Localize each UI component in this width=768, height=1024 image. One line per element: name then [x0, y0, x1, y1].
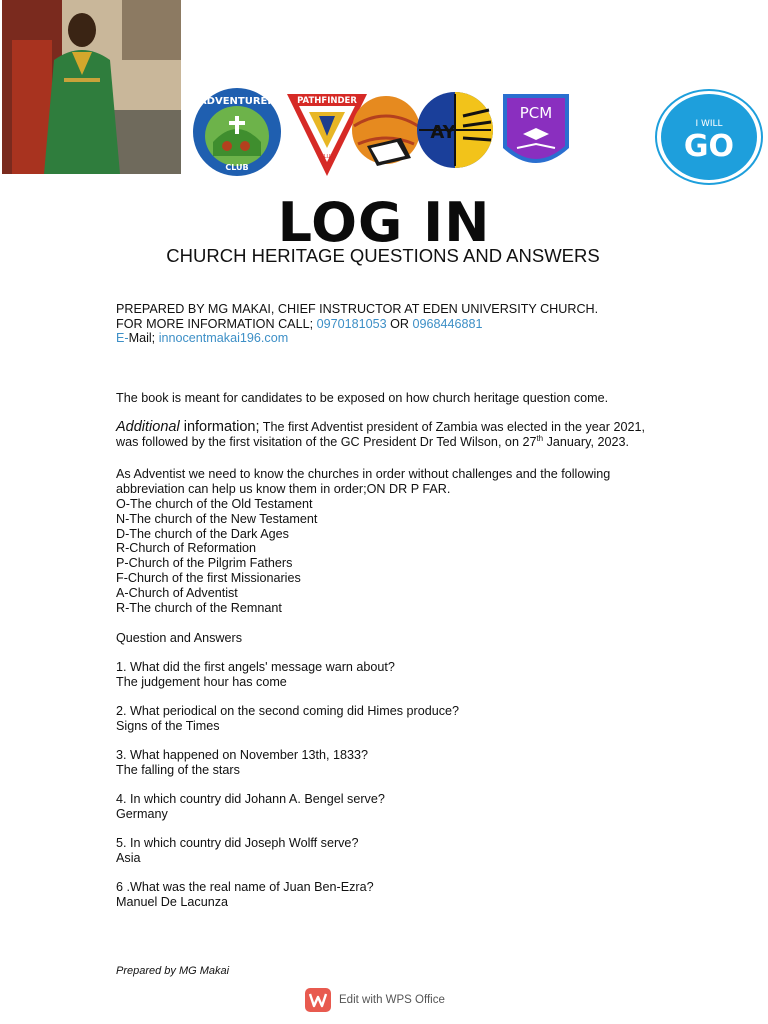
- list-item: R-The church of the Remnant: [116, 600, 282, 615]
- question-text: 6 .What was the real name of Juan Ben-Ezra?: [116, 880, 374, 894]
- question-text: 4. In which country did Johann A. Bengel serve?: [116, 792, 385, 806]
- additional-text-b: January, 2023.: [543, 434, 630, 449]
- additional-text-a: The first Adventist president of Zambia was elected in the year 2021, was followed by the first visitation of the GC President Dr Ted Wilson, on 27: [116, 420, 645, 449]
- list-item: P-Church of the Pilgrim Fathers: [116, 556, 293, 571]
- ay-emblem: [417, 92, 493, 168]
- answer-text: The falling of the stars: [116, 762, 240, 777]
- globe-book-emblem: [352, 96, 420, 166]
- question-text: 3. What happened on November 13th, 1833?: [116, 748, 369, 762]
- list-item: R-Church of Reformation: [116, 541, 256, 556]
- pcm-emblem: [503, 94, 569, 163]
- additional-label-italic: Additional: [116, 419, 180, 435]
- qa-item: [116, 880, 374, 910]
- question-text: 5. In which country did Joseph Wolff serve?: [116, 836, 359, 850]
- abbreviation-intro: [116, 467, 656, 497]
- answer-text: Asia: [116, 850, 141, 865]
- wps-office-icon: [305, 988, 331, 1012]
- abbreviation-code: ON DR P FAR.: [366, 481, 451, 496]
- email-line: [116, 331, 288, 346]
- svg-text:PCM: PCM: [519, 104, 553, 122]
- phone-link-1[interactable]: 0970181053: [316, 317, 387, 331]
- answer-text: Germany: [116, 806, 168, 821]
- abbreviation-intro-text: As Adventist we need to know the churches in order without challenges and the following abbreviation can help us know them in order;: [116, 467, 611, 496]
- qa-item: [116, 836, 358, 866]
- email-link[interactable]: innocentmakai196.com: [158, 331, 289, 345]
- additional-sup: th: [536, 433, 544, 443]
- answer-text: The judgement hour has come: [116, 674, 287, 689]
- edit-with-wps-button[interactable]: [305, 987, 465, 1013]
- qa-heading: Question and Answers: [116, 631, 243, 645]
- answer-text: Signs of the Times: [116, 718, 220, 733]
- svg-text:AY: AY: [430, 122, 456, 143]
- svg-text:I WILL: I WILL: [695, 119, 723, 129]
- qa-item: [116, 704, 459, 734]
- additional-info: [116, 420, 661, 450]
- page-subtitle: CHURCH HERITAGE QUESTIONS AND ANSWERS: [166, 245, 600, 266]
- prepared-by-line: PREPARED BY MG MAKAI, CHIEF INSTRUCTOR AT EDEN UNIVERSITY CHURCH.: [116, 302, 599, 316]
- list-item: O-The church of the Old Testament: [116, 497, 313, 511]
- email-prefix-e: E-: [116, 331, 129, 345]
- svg-text:ADVENTURER: ADVENTURER: [198, 96, 276, 107]
- svg-text:CLUB: CLUB: [320, 154, 334, 160]
- churches-list: [116, 497, 317, 615]
- list-item: A-Church of Adventist: [116, 585, 238, 600]
- footer-prepared-by: Prepared by MG Makai: [116, 965, 230, 977]
- qa-item: [116, 748, 368, 778]
- contact-prefix: FOR MORE INFORMATION CALL;: [116, 317, 317, 331]
- instructor-photo: [2, 0, 181, 174]
- list-item: D-The church of the Dark Ages: [116, 526, 289, 541]
- i-will-go-logo: [654, 88, 764, 186]
- page-title: LOG IN: [277, 191, 491, 254]
- svg-text:CLUB: CLUB: [225, 163, 249, 172]
- additional-label-rest: information;: [179, 419, 260, 435]
- email-prefix: Mail;: [128, 331, 159, 345]
- svg-text:GO: GO: [683, 129, 735, 164]
- list-item: N-The church of the New Testament: [116, 511, 318, 526]
- question-text: 2. What periodical on the second coming did Himes produce?: [116, 704, 460, 718]
- answer-text: Manuel De Lacunza: [116, 894, 229, 909]
- wps-label: Edit with WPS Office: [339, 994, 445, 1006]
- intro-text: The book is meant for candidates to be exposed on how church heritage question come.: [116, 391, 609, 405]
- contact-or: OR: [386, 317, 413, 331]
- club-emblems: [191, 86, 572, 178]
- svg-text:PATHFINDER: PATHFINDER: [297, 96, 357, 106]
- contact-line: [116, 317, 483, 332]
- phone-link-2[interactable]: 0968446881: [412, 317, 483, 331]
- adventurer-club-emblem: [193, 88, 281, 176]
- question-text: 1. What did the first angels' message warn about?: [116, 660, 395, 674]
- qa-item: [116, 792, 385, 822]
- qa-item: [116, 660, 395, 690]
- list-item: F-Church of the first Missionaries: [116, 570, 301, 585]
